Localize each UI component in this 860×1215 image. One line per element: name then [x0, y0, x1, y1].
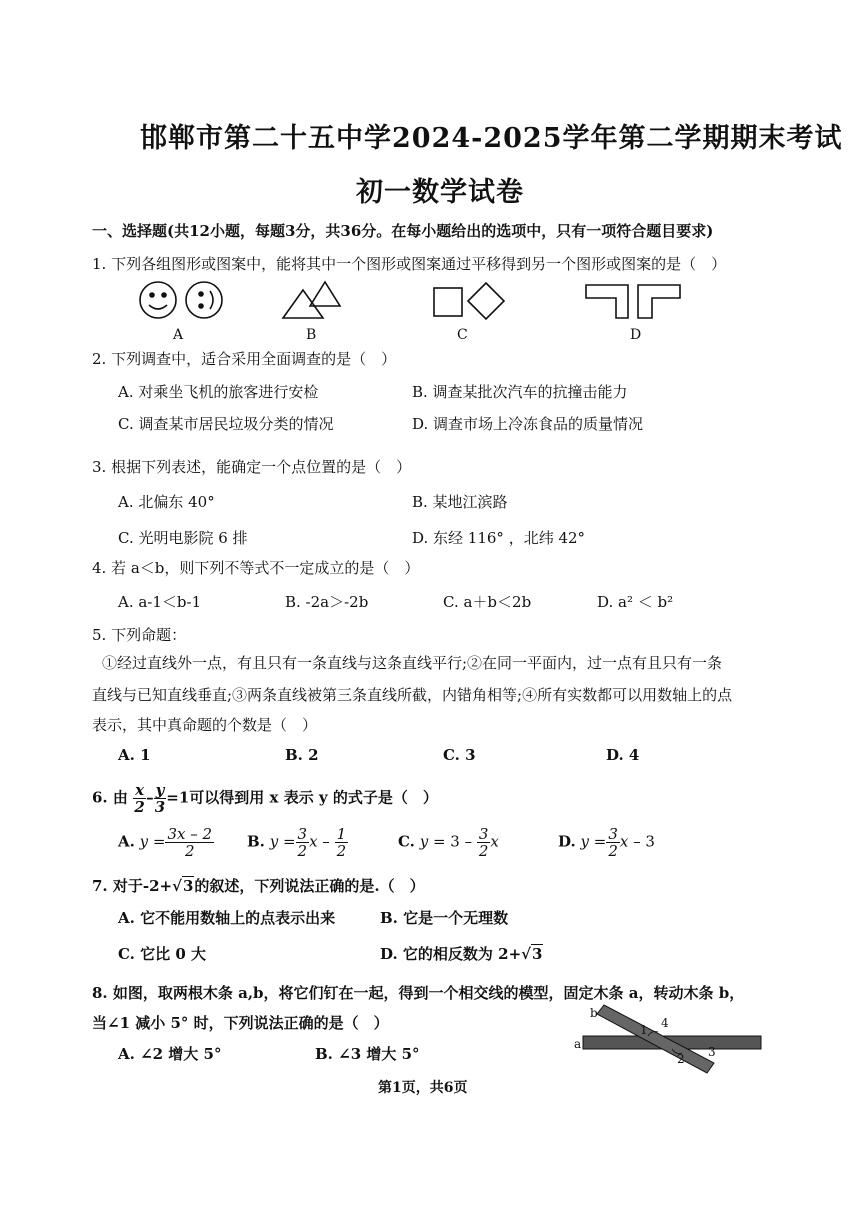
q8-option-a: A. ∠2 增大 5°: [118, 1045, 222, 1063]
q7-stem: 7. 对于-2+√3的叙述，下列说法正确的是.（ ）: [92, 877, 425, 895]
q2-option-c: C. 调查某市居民垃圾分类的情况: [118, 415, 334, 433]
fig-label-a: a: [574, 1037, 582, 1051]
q6-option-d: D. y = $\frac{3}{2}$ x – 3: [558, 825, 655, 860]
q5-line-1: ①经过直线外一点，有且只有一条直线与这条直线平行;②在同一平面内，过一点有且只有一条: [102, 654, 723, 672]
q5-line-2: 直线与已知直线垂直;③两条直线被第三条直线所截，内错角相等;④所有实数都可以用数轴上的点: [92, 686, 733, 704]
fig-angle-2: 2: [677, 1052, 685, 1066]
q5-option-a: A. 1: [118, 746, 151, 764]
q4-option-b: B. -2a＞-2b: [285, 593, 369, 611]
q7-option-b: B. 它是一个无理数: [380, 909, 509, 927]
q3-option-d: D. 东经 116° ，北纬 42°: [412, 529, 586, 547]
q6-stem: 6. 由 $\frac{x}{2}$ – $\frac{y}{3}$ =1可以得到用 x 表示 y 的式子是（ ）: [92, 781, 438, 816]
exam-subtitle: 初一数学试卷: [356, 177, 524, 208]
q2-option-b: B. 调查某批次汽车的抗撞击能力: [412, 383, 628, 401]
q1-label-b: B: [306, 327, 317, 343]
q5-stem: 5. 下列命题：: [92, 626, 187, 644]
fig-angle-1: 1: [640, 1023, 648, 1037]
q2-option-a: A. 对乘坐飞机的旅客进行安检: [118, 383, 319, 401]
q4-stem: 4. 若 a＜b，则下列不等式不一定成立的是（ ）: [92, 559, 420, 577]
q7-option-d: D. 它的相反数为 2+√3: [380, 945, 543, 963]
q6-option-a: A. y = $\frac{3x - 2}{2}$: [118, 825, 213, 860]
q4-option-d: D. a² ＜ b²: [597, 593, 674, 611]
q3-stem: 3. 根据下列表述，能确定一个点位置的是（ ）: [92, 458, 412, 476]
q7-option-a: A. 它不能用数轴上的点表示出来: [118, 909, 336, 927]
q8-option-b: B. ∠3 增大 5°: [315, 1045, 420, 1063]
q1-label-c: C: [457, 327, 468, 343]
q1-label-d: D: [630, 327, 642, 343]
fig-angle-3: 3: [708, 1045, 716, 1059]
q6-option-b: B. y = $\frac{3}{2}$ x – $\frac{1}{2}$: [247, 825, 347, 860]
q2-option-d: D. 调查市场上冷冻食品的质量情况: [412, 415, 644, 433]
q8-line-1: 8. 如图，取两根木条 a,b，将它们钉在一起，得到一个相交线的模型，固定木条 a，转动木条 b，: [92, 984, 745, 1002]
q5-option-b: B. 2: [285, 746, 319, 764]
q6-option-c: C. y = 3 – $\frac{3}{2}$ x: [398, 825, 499, 860]
exam-title: 邯郸市第二十五中学2024-2025学年第二学期期末考试: [140, 123, 843, 154]
q5-line-3: 表示，其中真命题的个数是（ ）: [92, 716, 318, 734]
fig-angle-4: 4: [661, 1016, 669, 1030]
q1-stem: 1. 下列各组图形或图案中，能将其中一个图形或图案通过平移得到另一个图形或图案的是（ ）: [92, 255, 727, 273]
q3-option-c: C. 光明电影院 6 排: [118, 529, 248, 547]
q7-option-c: C. 它比 0 大: [118, 945, 207, 963]
q3-option-b: B. 某地江滨路: [412, 493, 508, 511]
q4-option-c: C. a＋b＜2b: [443, 593, 532, 611]
q5-option-c: C. 3: [443, 746, 476, 764]
section-heading: 一、选择题(共12小题，每题3分，共36分。在每小题给出的选项中，只有一项符合题目要求): [92, 222, 714, 240]
q3-option-a: A. 北偏东 40°: [118, 493, 215, 511]
q4-option-a: A. a-1＜b-1: [118, 593, 202, 611]
q5-option-d: D. 4: [606, 746, 640, 764]
q2-stem: 2. 下列调查中，适合采用全面调查的是（ ）: [92, 350, 397, 368]
page-number: 第1页，共6页: [378, 1080, 468, 1096]
q8-line-2: 当∠1 减小 5° 时，下列说法正确的是（ ）: [92, 1014, 389, 1032]
q1-label-a: A: [173, 327, 184, 343]
fig-label-b: b: [590, 1006, 598, 1020]
